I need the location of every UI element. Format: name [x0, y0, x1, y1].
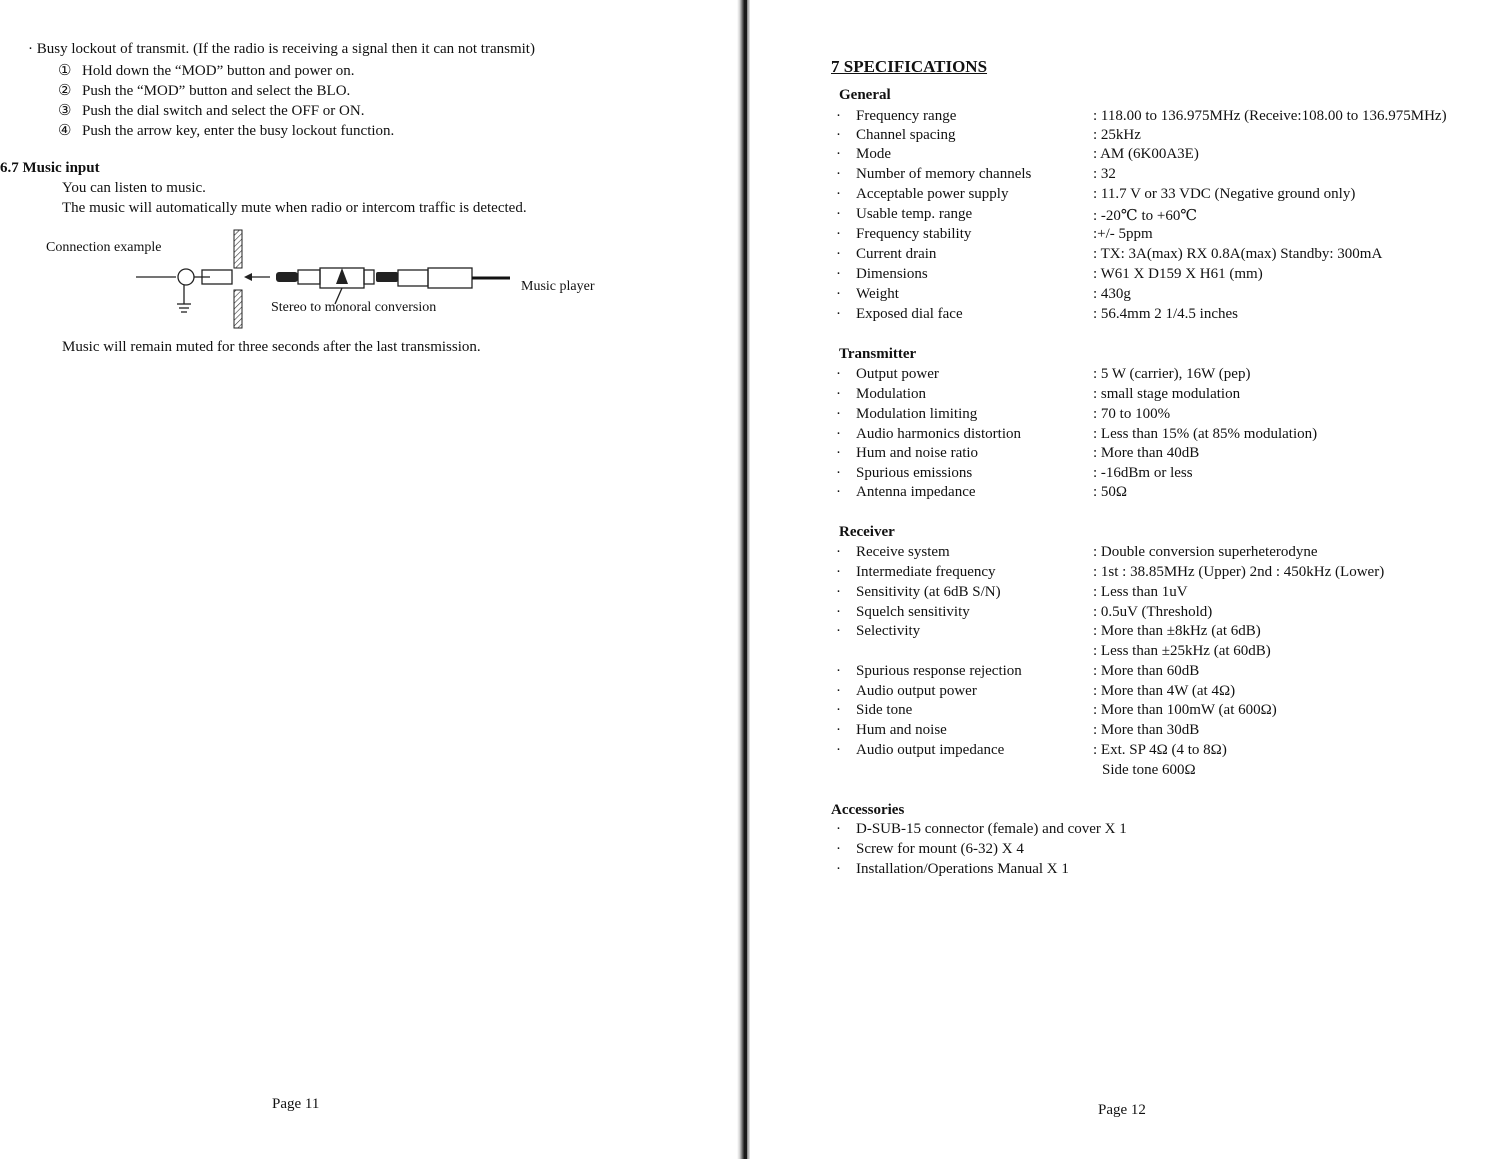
spec-row: · Number of memory channels : 32 — [836, 166, 1116, 182]
spec-row: · Frequency stability :+/- 5ppm — [836, 226, 1153, 242]
accessory-item: · D-SUB-15 connector (female) and cover X 1 — [836, 821, 1127, 837]
spec-row: · Side tone : More than 100mW (at 600Ω) — [836, 702, 1277, 718]
spec-row: · Audio output power : More than 4W (at 4Ω) — [836, 683, 1236, 699]
step-item: ④ Push the arrow key, enter the busy lockout function. — [58, 123, 395, 139]
page-number-left: Page 11 — [272, 1096, 320, 1112]
spec-row: · Frequency range : 118.00 to 136.975MHz (Receive:108.00 to 136.975MHz) — [836, 108, 1447, 124]
busy-lockout-line: · Busy lockout of transmit. (If the radio is receiving a signal then it can not transmit) — [28, 41, 535, 57]
spec-row-continuation: Side tone 600Ω — [1102, 762, 1196, 778]
music-player-label: Music player — [521, 279, 595, 294]
spec-row-continuation: : Less than ±25kHz (at 60dB) — [1093, 643, 1271, 659]
spec-row: · Audio output impedance : Ext. SP 4Ω (4 to 8Ω) — [836, 742, 1227, 758]
spec-row: · Modulation limiting : 70 to 100% — [836, 406, 1171, 422]
spec-row: · Hum and noise ratio : More than 40dB — [836, 445, 1200, 461]
spec-row: · Current drain : TX: 3A(max) RX 0.8A(max) Standby: 300mA — [836, 246, 1383, 262]
transmitter-heading: Transmitter — [839, 346, 917, 362]
stereo-conversion-label: Stereo to monoral conversion — [271, 300, 437, 315]
spec-row: · Selectivity : More than ±8kHz (at 6dB) — [836, 623, 1261, 639]
general-heading: General — [839, 87, 891, 103]
accessories-heading: Accessories — [831, 802, 905, 818]
muted-note: Music will remain muted for three seconds after the last transmission. — [62, 339, 481, 355]
receiver-heading: Receiver — [839, 524, 895, 540]
spec-row: · Audio harmonics distortion : Less than 15% (at 85% modulation) — [836, 426, 1318, 442]
connection-example-label: Connection example — [46, 240, 162, 255]
step-item: ② Push the “MOD” button and select the BLO. — [58, 83, 351, 99]
accessory-item: · Screw for mount (6-32) X 4 — [836, 841, 1024, 857]
spec-row: · Hum and noise : More than 30dB — [836, 722, 1200, 738]
spec-row: · Channel spacing : 25kHz — [836, 127, 1141, 143]
spec-row: · Antenna impedance : 50Ω — [836, 484, 1128, 500]
spec-row: · Dimensions : W61 X D159 X H61 (mm) — [836, 266, 1263, 282]
spec-row: · Exposed dial face : 56.4mm 2 1/4.5 inches — [836, 306, 1238, 322]
spec-row: · Mode : AM (6K00A3E) — [836, 146, 1199, 162]
spec-row: · Weight : 430g — [836, 286, 1131, 302]
specifications-title: 7 SPECIFICATIONS — [831, 57, 988, 76]
music-line-1: You can listen to music. — [62, 180, 206, 196]
spec-row: · Receive system : Double conversion superheterodyne — [836, 544, 1318, 560]
spec-row: · Spurious response rejection : More than 60dB — [836, 663, 1200, 679]
spec-row: · Modulation : small stage modulation — [836, 386, 1241, 402]
accessory-item: · Installation/Operations Manual X 1 — [836, 861, 1069, 877]
spec-row: · Intermediate frequency : 1st : 38.85MHz (Upper) 2nd : 450kHz (Lower) — [836, 564, 1385, 580]
music-input-heading: 6.7 Music input — [0, 160, 100, 176]
spec-row: · Acceptable power supply : 11.7 V or 33 VDC (Negative ground only) — [836, 186, 1356, 202]
spec-row: · Usable temp. range : -20℃ to +60℃ — [836, 206, 1198, 224]
step-item: ① Hold down the “MOD” button and power on. — [58, 63, 355, 79]
music-line-2: The music will automatically mute when radio or intercom traffic is detected. — [62, 200, 527, 216]
spec-row: · Spurious emissions : -16dBm or less — [836, 465, 1193, 481]
spec-row: · Output power : 5 W (carrier), 16W (pep) — [836, 366, 1251, 382]
busy-lockout-title: Busy lockout of transmit. (If the radio is receiving a signal then it can not transmit) — [36, 41, 535, 57]
spec-row: · Sensitivity (at 6dB S/N) : Less than 1uV — [836, 584, 1188, 600]
spec-row: · Squelch sensitivity : 0.5uV (Threshold) — [836, 604, 1213, 620]
page-number-right: Page 12 — [1098, 1102, 1146, 1118]
step-item: ③ Push the dial switch and select the OFF or ON. — [58, 103, 365, 119]
